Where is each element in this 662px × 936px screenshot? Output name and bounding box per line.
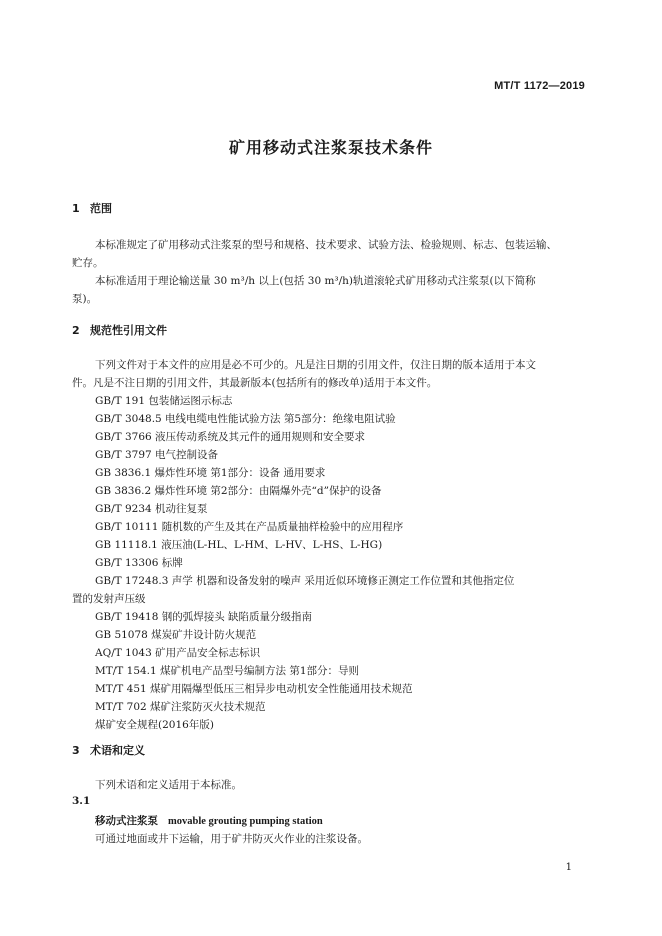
reference-item: GB/T 9234 机动往复泵	[95, 503, 208, 515]
term-definition: 可通过地面或井下运输，用于矿井防灭火作业的注浆设备。	[95, 833, 368, 845]
section-2-title: 规范性引用文件	[90, 324, 167, 337]
references-intro-line-2: 件。凡是不注日期的引用文件，其最新版本(包括所有的修改单)适用于本文件。	[72, 377, 438, 389]
section-3-heading	[72, 742, 145, 758]
reference-item: 煤矿安全规程(2016年版)	[95, 719, 214, 731]
scope-paragraph-2-line-1: 本标准适用于理论输送量 30 m³/h 以上(包括 30 m³/h)轨道滚轮式矿用移动式注浆泵(以下简称	[95, 275, 536, 287]
reference-item: AQ/T 1043 矿用产品安全标志标识	[95, 647, 261, 659]
standard-number: MT/T 1172—2019	[494, 80, 585, 92]
page-number: 1	[565, 862, 572, 873]
reference-item: MT/T 451 煤矿用隔爆型低压三相异步电动机安全性能通用技术规范	[95, 683, 413, 695]
reference-item: GB/T 13306 标牌	[95, 557, 183, 569]
reference-item: MT/T 154.1 煤矿机电产品型号编制方法 第1部分：导则	[95, 665, 360, 677]
reference-item: GB/T 3766 液压传动系统及其元件的通用规则和安全要求	[95, 431, 366, 443]
reference-item-wrap: 置的发射声压级	[72, 593, 146, 605]
term-number: 3.1	[72, 795, 91, 807]
reference-item: GB/T 17248.3 声学 机器和设备发射的噪声 采用近似环境修正测定工作位置和其他指定位	[95, 575, 515, 587]
scope-paragraph-1-line-1: 本标准规定了矿用移动式注浆泵的型号和规格、技术要求、试验方法、检验规则、标志、包装运输、	[95, 239, 557, 251]
reference-item: GB/T 19418 钢的弧焊接头 缺陷质量分级指南	[95, 611, 313, 623]
terms-intro: 下列术语和定义适用于本标准。	[95, 779, 242, 791]
section-1-title: 范围	[90, 202, 112, 215]
reference-item: GB/T 191 包装储运图示标志	[95, 395, 233, 407]
scope-paragraph-2-line-2: 泵)。	[72, 293, 98, 305]
section-3-title: 术语和定义	[90, 744, 145, 757]
section-3-number: 3	[72, 744, 80, 757]
reference-item: GB 11118.1 液压油(L-HL、L-HM、L-HV、L-HS、L-HG)	[95, 539, 383, 551]
term-heading	[95, 813, 323, 828]
references-intro-line-1: 下列文件对于本文件的应用是必不可少的。凡是注日期的引用文件，仅注日期的版本适用于本文	[95, 359, 536, 371]
scope-paragraph-1-line-2: 贮存。	[72, 257, 104, 269]
reference-item: GB 3836.1 爆炸性环境 第1部分：设备 通用要求	[95, 467, 326, 479]
reference-item: GB/T 3797 电气控制设备	[95, 449, 219, 461]
section-1-number: 1	[72, 202, 80, 215]
reference-item: GB 51078 煤炭矿井设计防火规范	[95, 629, 257, 641]
term-chinese: 移动式注浆泵	[95, 815, 158, 827]
reference-item: GB/T 10111 随机数的产生及其在产品质量抽样检验中的应用程序	[95, 521, 404, 533]
reference-item: MT/T 702 煤矿注浆防灭火技术规范	[95, 701, 266, 713]
section-2-heading	[72, 322, 167, 338]
section-1-heading	[72, 200, 112, 216]
term-english: movable grouting pumping station	[168, 816, 323, 827]
reference-item: GB 3836.2 爆炸性环境 第2部分：由隔爆外壳“d”保护的设备	[95, 485, 382, 497]
section-2-number: 2	[72, 324, 80, 337]
document-title: 矿用移动式注浆泵技术条件	[228, 138, 433, 157]
reference-item: GB/T 3048.5 电线电缆电性能试验方法 第5部分：绝缘电阻试验	[95, 413, 396, 425]
